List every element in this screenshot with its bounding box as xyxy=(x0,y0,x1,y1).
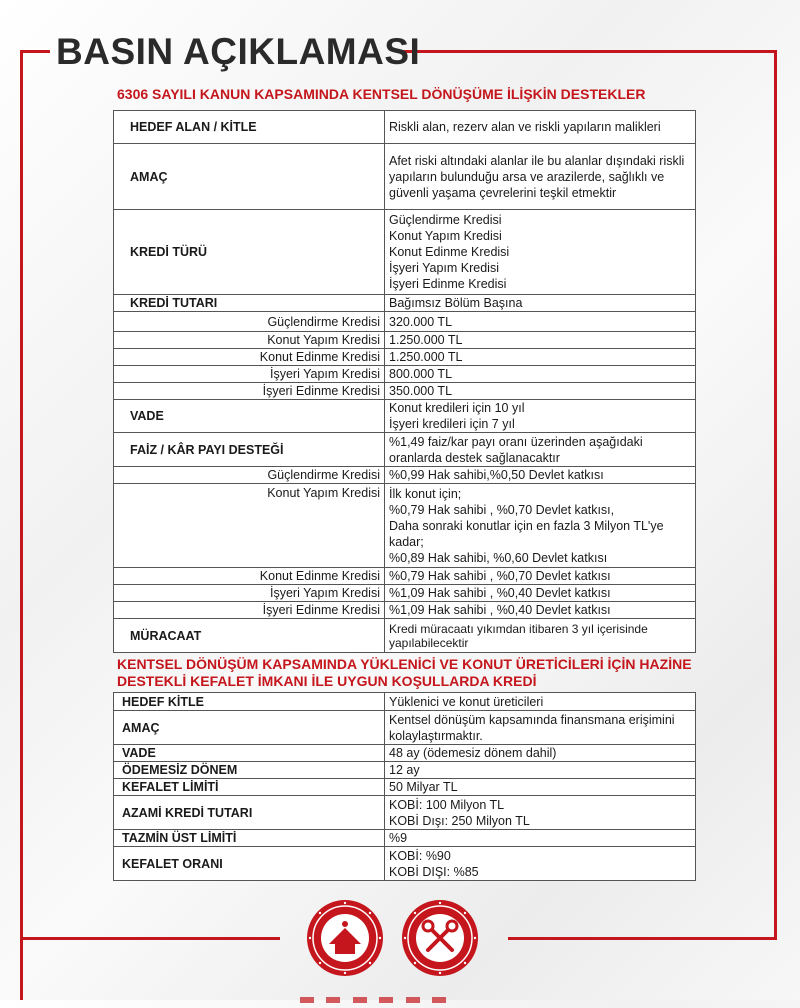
credit-type-item: Güçlendirme Kredisi xyxy=(389,213,502,227)
seal-ministry-treasury-icon xyxy=(400,898,480,978)
table-row xyxy=(114,467,696,484)
amount-value: 800.000 TL xyxy=(385,366,696,383)
table-row xyxy=(114,762,696,779)
decor-mark xyxy=(379,997,393,1003)
guarantee-line: KOBİ: %90 xyxy=(389,848,451,863)
purpose-value: Afet riski altındaki alanlar ile bu alanlar dışındaki riskli yapıların bulunduğu arsa ve arazilerde, sağlıklı ve güvenli yaşama çevrelerini teşkil etmektir xyxy=(385,144,696,210)
seal-ministry-environment-icon xyxy=(305,898,385,978)
guarantee-value: Kentsel dönüşüm kapsamında finansmana erişimini kolaylaştırmaktır. xyxy=(385,711,696,745)
credit-type-label: KREDİ TÜRÜ xyxy=(114,210,385,295)
guarantee-value: Yüklenici ve konut üreticileri xyxy=(385,693,696,711)
interest-rate: %1,09 Hak sahibi , %0,40 Devlet katkısı xyxy=(385,602,696,619)
section2-heading: KENTSEL DÖNÜŞÜM KAPSAMINDA YÜKLENİCİ VE KONUT ÜRETİCİLERİ İÇİN HAZİNE DESTEKLİ KEFALET İMKANI İLE UYGUN KOŞULLARDA KREDİ xyxy=(117,656,692,689)
interest-rate: %0,99 Hak sahibi,%0,50 Devlet katkısı xyxy=(385,467,696,484)
table-row xyxy=(114,711,696,745)
interest-type: İşyeri Edinme Kredisi xyxy=(114,602,385,619)
section1-heading: 6306 SAYILI KANUN KAPSAMINDA KENTSEL DÖNÜŞÜME İLİŞKİN DESTEKLER xyxy=(117,86,646,102)
target-value: Riskli alan, rezerv alan ve riskli yapıların malikleri xyxy=(385,111,696,144)
guarantee-label: AMAÇ xyxy=(114,711,385,745)
amount-note: Bağımsız Bölüm Başına xyxy=(385,295,696,312)
credit-type-list xyxy=(385,210,696,295)
decor-mark xyxy=(326,997,340,1003)
table-row xyxy=(114,693,696,711)
amount-type: İşyeri Yapım Kredisi xyxy=(114,366,385,383)
guarantee-label: ÖDEMESİZ DÖNEM xyxy=(114,762,385,779)
frame-line-bottom-right xyxy=(508,937,777,940)
decor-mark xyxy=(300,997,314,1003)
table-row xyxy=(114,400,696,433)
table-row xyxy=(114,332,696,349)
ministry-seals xyxy=(305,898,490,980)
amount-type: Konut Yapım Kredisi xyxy=(114,332,385,349)
guarantee-value: %9 xyxy=(385,830,696,847)
interest-type: Güçlendirme Kredisi xyxy=(114,467,385,484)
guarantee-label: TAZMİN ÜST LİMİTİ xyxy=(114,830,385,847)
guarantee-label: AZAMİ KREDİ TUTARI xyxy=(114,796,385,830)
term-value xyxy=(385,400,696,433)
guarantee-line: KOBİ DIŞI: %85 xyxy=(389,864,479,879)
table-row xyxy=(114,295,696,312)
table-row xyxy=(114,847,696,881)
frame-line-right xyxy=(774,50,777,938)
interest-type: İşyeri Yapım Kredisi xyxy=(114,585,385,602)
interest-rate-line: %0,89 Hak sahibi, %0,60 Devlet katkısı xyxy=(389,550,608,565)
guarantee-line: KOBİ Dışı: 250 Milyon TL xyxy=(389,813,530,828)
table-row xyxy=(114,619,696,653)
support-table xyxy=(113,110,696,653)
guarantee-value: 50 Milyar TL xyxy=(385,779,696,796)
table-row xyxy=(114,602,696,619)
decor-mark xyxy=(406,997,420,1003)
table-row xyxy=(114,366,696,383)
decor-mark xyxy=(353,997,367,1003)
term-line: Konut kredileri için 10 yıl xyxy=(389,401,525,415)
application-label: MÜRACAAT xyxy=(114,619,385,653)
interest-rate-line: %0,79 Hak sahibi , %0,70 Devlet katkısı, xyxy=(389,502,615,517)
interest-rate: %0,79 Hak sahibi , %0,70 Devlet katkısı xyxy=(385,568,696,585)
amount-value: 320.000 TL xyxy=(385,312,696,332)
guarantee-label: KEFALET LİMİTİ xyxy=(114,779,385,796)
application-value: Kredi müracaatı yıkımdan itibaren 3 yıl içerisinde yapılabilecektir xyxy=(385,619,696,653)
interest-rate: %1,09 Hak sahibi , %0,40 Devlet katkısı xyxy=(385,585,696,602)
frame-line-left xyxy=(20,50,23,1000)
interest-rate-line: İlk konut için; xyxy=(389,486,462,501)
amount-type: Konut Edinme Kredisi xyxy=(114,349,385,366)
guarantee-value xyxy=(385,847,696,881)
table-row xyxy=(114,111,696,144)
target-label: HEDEF ALAN / KİTLE xyxy=(114,111,385,144)
bottom-decoration xyxy=(300,990,500,1000)
table-row xyxy=(114,210,696,295)
amount-type: İşyeri Edinme Kredisi xyxy=(114,383,385,400)
table-row xyxy=(114,568,696,585)
frame-line-top-left xyxy=(20,50,50,53)
guarantee-label: VADE xyxy=(114,745,385,762)
table-row xyxy=(114,312,696,332)
credit-type-item: Konut Yapım Kredisi xyxy=(389,229,502,243)
frame-line-bottom-left xyxy=(20,937,280,940)
table-row xyxy=(114,144,696,210)
page-title: BASIN AÇIKLAMASI xyxy=(56,31,421,72)
frame-line-top-right xyxy=(402,50,777,53)
interest-type: Konut Yapım Kredisi xyxy=(114,484,385,568)
interest-rate xyxy=(385,484,696,568)
amount-value: 1.250.000 TL xyxy=(385,332,696,349)
interest-value: %1,49 faiz/kar payı oranı üzerinden aşağıdaki oranlarda destek sağlanacaktır xyxy=(385,433,696,467)
table-row xyxy=(114,433,696,467)
guarantee-label: KEFALET ORANI xyxy=(114,847,385,881)
term-line: İşyeri kredileri için 7 yıl xyxy=(389,417,515,431)
table-row xyxy=(114,349,696,366)
purpose-label: AMAÇ xyxy=(114,144,385,210)
guarantee-line: KOBİ: 100 Milyon TL xyxy=(389,797,505,812)
table-row xyxy=(114,585,696,602)
amount-label: KREDİ TUTARI xyxy=(114,295,385,312)
table-row xyxy=(114,796,696,830)
credit-type-item: İşyeri Edinme Kredisi xyxy=(389,277,507,291)
credit-type-item: Konut Edinme Kredisi xyxy=(389,245,510,259)
amount-value: 350.000 TL xyxy=(385,383,696,400)
table-row xyxy=(114,779,696,796)
amount-value: 1.250.000 TL xyxy=(385,349,696,366)
guarantee-value: 12 ay xyxy=(385,762,696,779)
interest-label: FAİZ / KÂR PAYI DESTEĞİ xyxy=(114,433,385,467)
credit-type-item: İşyeri Yapım Kredisi xyxy=(389,261,499,275)
table-row xyxy=(114,484,696,568)
guarantee-label: HEDEF KİTLE xyxy=(114,693,385,711)
interest-rate-line: Daha sonraki konutlar için en fazla 3 Milyon TL'ye kadar; xyxy=(389,518,664,549)
decor-mark xyxy=(432,997,446,1003)
guarantee-table xyxy=(113,692,696,881)
interest-type: Konut Edinme Kredisi xyxy=(114,568,385,585)
term-label: VADE xyxy=(114,400,385,433)
amount-type: Güçlendirme Kredisi xyxy=(114,312,385,332)
table-row xyxy=(114,383,696,400)
table-row xyxy=(114,745,696,762)
guarantee-value xyxy=(385,796,696,830)
guarantee-value: 48 ay (ödemesiz dönem dahil) xyxy=(385,745,696,762)
table-row xyxy=(114,830,696,847)
